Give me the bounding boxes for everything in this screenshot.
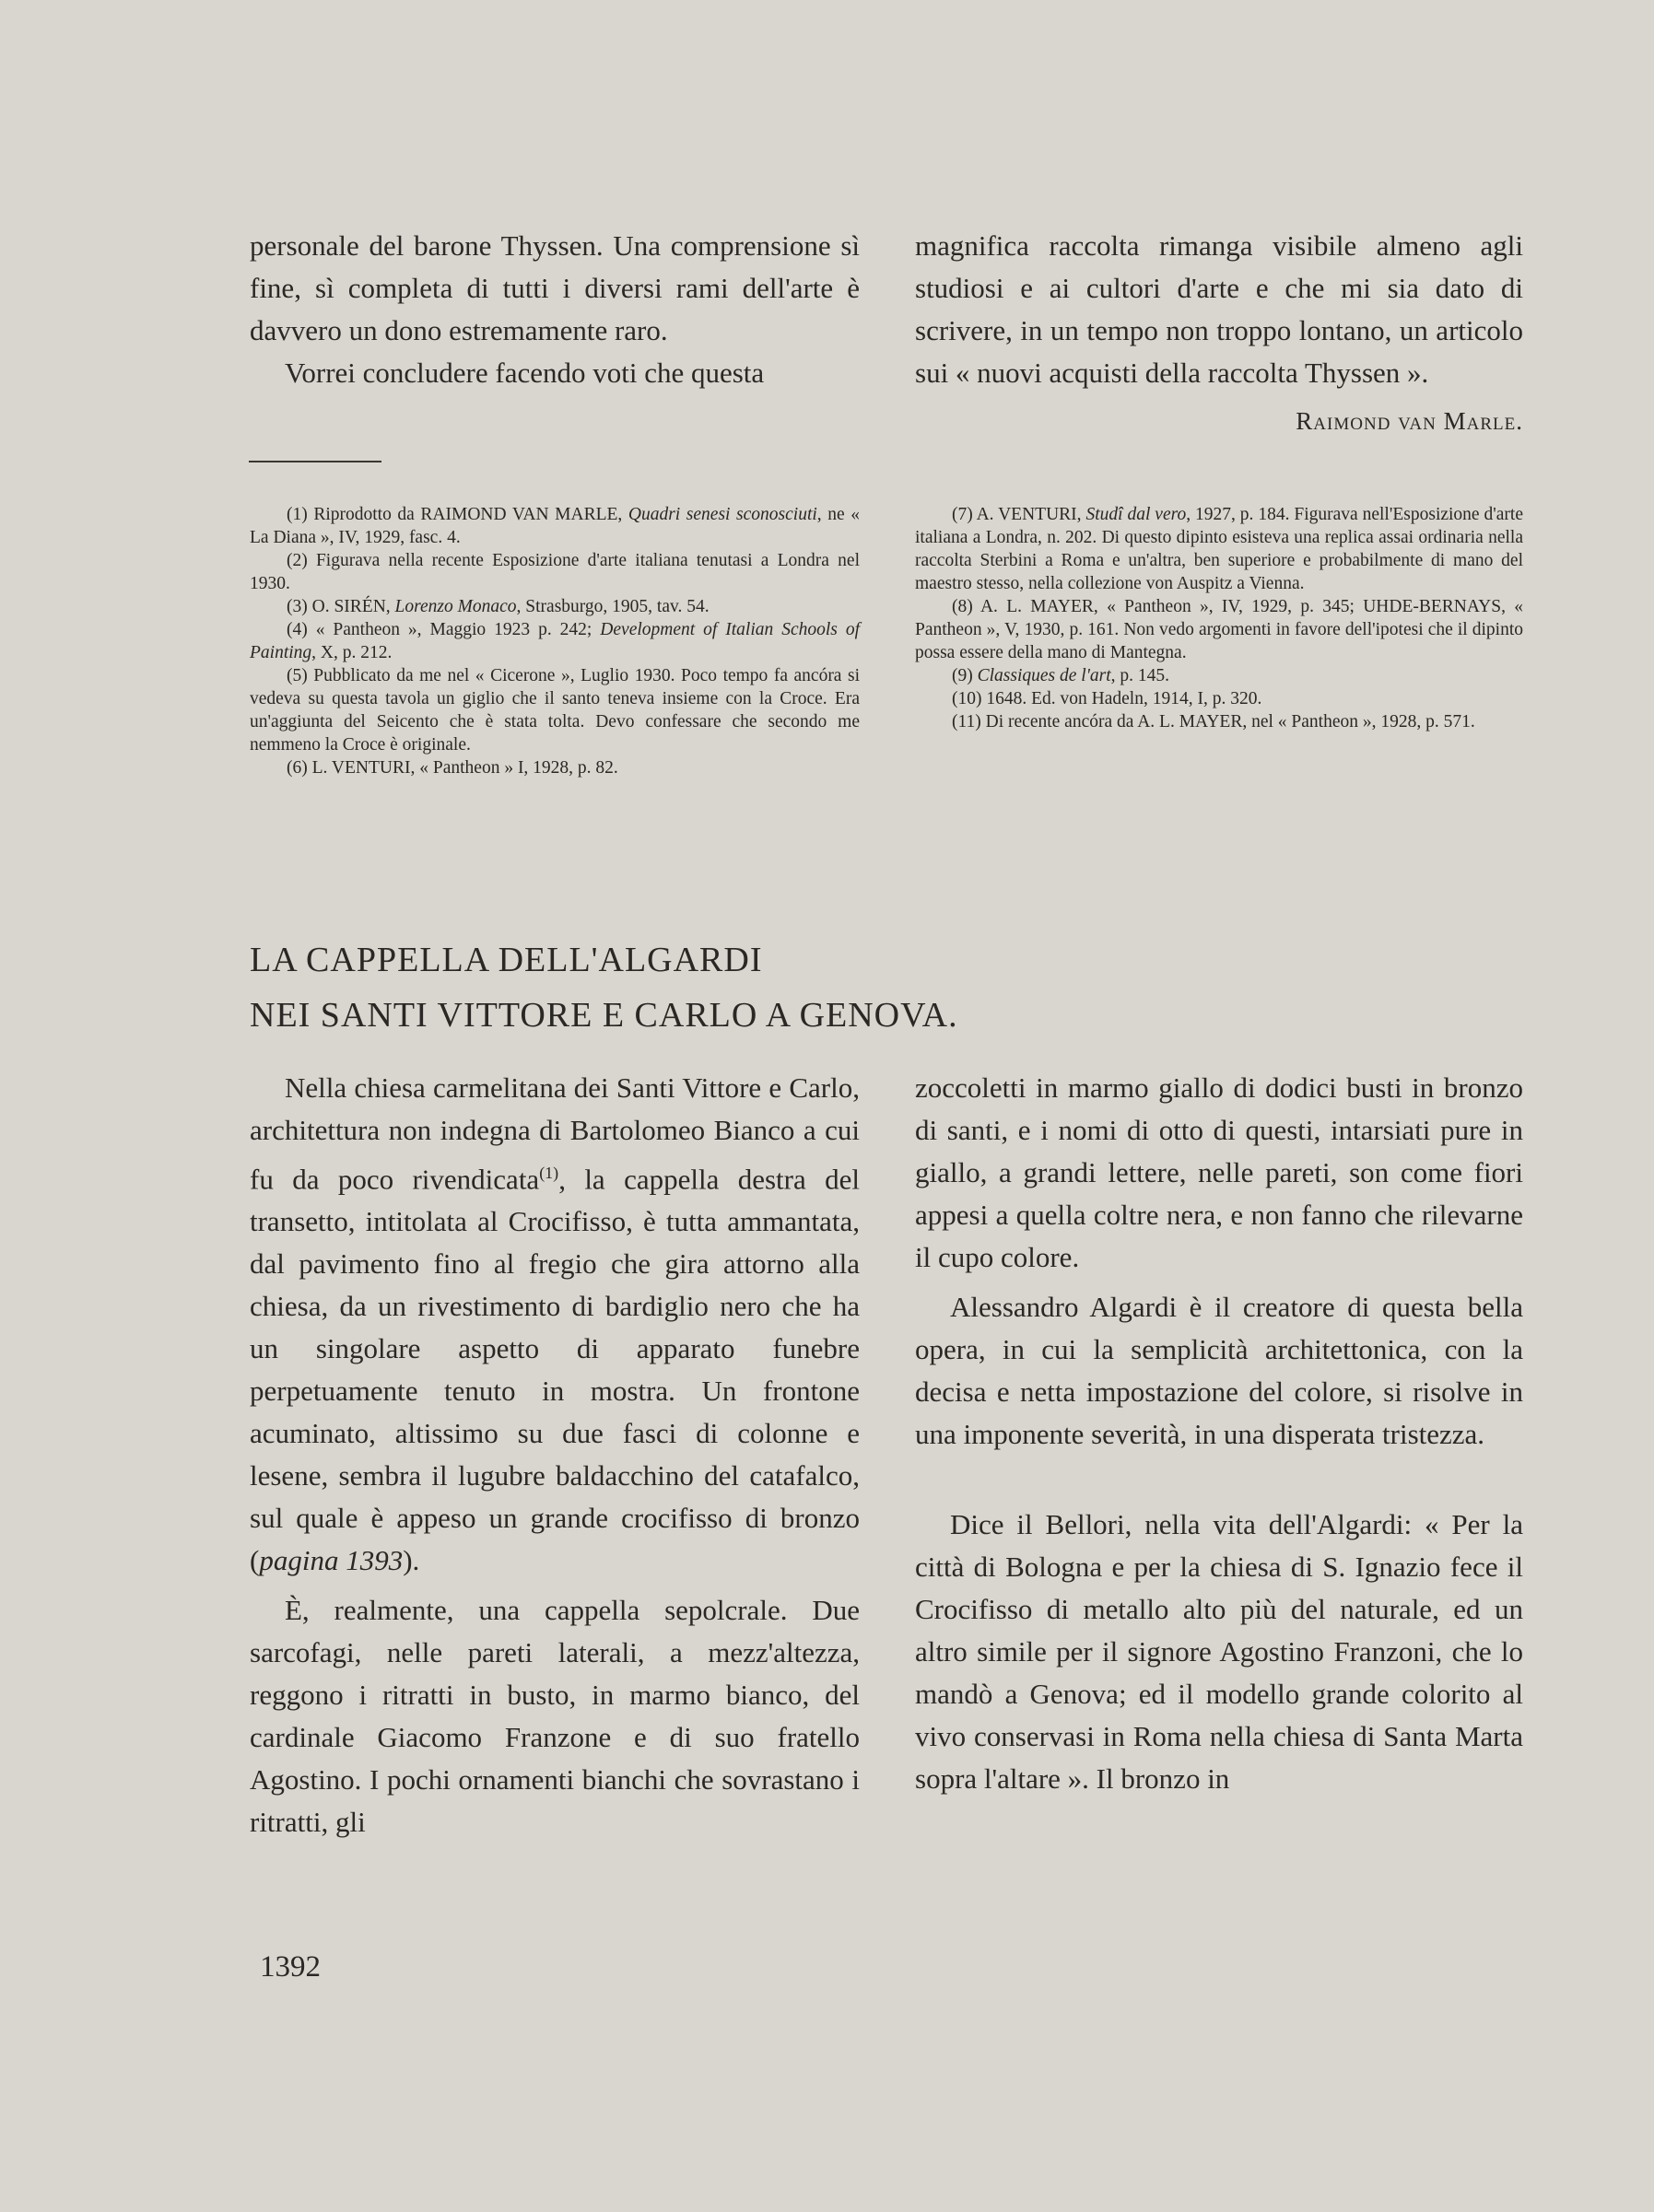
- article-paragraph: zoccoletti in marmo giallo di dodici busti in bronzo di santi, e i nomi di otto di questi, intarsiati pure in giallo, a grandi lettere, nelle pareti, son come fiori appesi a quella coltre nera, e non fanno che rilevarne il cupo colore.: [915, 1071, 1523, 1273]
- footnote: (9) Classiques de l'art, p. 145.: [952, 666, 1170, 685]
- footnote: (7) A. VENTURI, Studî dal vero, 1927, p. 184. Figurava nell'Esposizione d'arte italiana a Londra, n. 202. Di questo dipinto esisteva una replica assai ordinaria nella raccolta Sterbini a Roma e un'altra, ben superiore e probabilmente di mano del maestro stesso, nella collezione von Auspitz a Vienna.: [915, 505, 1523, 593]
- footnotes-right: [915, 503, 1523, 733]
- footnote: (2) Figurava nella recente Esposizione d'arte italiana tenutasi a Londra nel 1930.: [250, 551, 860, 593]
- article-paragraph: Nella chiesa carmelitana dei Santi Vittore e Carlo, architettura non indegna di Bartolomeo Bianco a cui fu da poco rivendicata$^{(1)}$, la cappella destra del transetto, intitolata al Crocifisso, è tutta ammantata, dal pavimento fino al fregio che gira attorno alla chiesa, da un rivestimento di bardiglio nero che ha un singolare aspetto di apparato funebre perpetuamente tenuto in mostra. Un frontone acuminato, altissimo su due fasci di colonne e lesene, sembra il lugubre baldacchino del catafalco, sul quale è appeso un grande crocifisso di bronzo (pagina 1393).: [250, 1071, 860, 1577]
- footnote: (6) L. VENTURI, « Pantheon » I, 1928, p. 82.: [287, 758, 618, 778]
- footnote-divider: [249, 461, 381, 462]
- article-left-column: [250, 1067, 860, 1843]
- top-right-paragraph: magnifica raccolta rimanga visibile almeno agli studiosi e ai cultori d'arte e che mi sia dato di scrivere, in un tempo non troppo lontano, un articolo sui « nuovi acquisti della raccolta Thyssen ».: [915, 229, 1523, 389]
- article-paragraph: Dice il Bellori, nella vita dell'Algardi: « Per la città di Bologna e per la chiesa di S. Ignazio fece il Crocifisso di metallo alto più del naturale, ed un altro simile per il signore Agostino Franzoni, che lo mandò a Genova; ed il modello grande colorito al vivo conservasi in Roma nella chiesa di Santa Marta sopra l'altare ». Il bronzo in: [915, 1508, 1523, 1795]
- footnote: (10) 1648. Ed. von Hadeln, 1914, I, p. 320.: [952, 689, 1262, 708]
- top-left-column: [250, 225, 860, 394]
- article-paragraph: È, realmente, una cappella sepolcrale. Due sarcofagi, nelle pareti laterali, a mezz'altezza, reggono i ritratti in busto, in marmo bianco, del cardinale Giacomo Franzone e di suo fratello Agostino. I pochi ornamenti bianchi che sovrastano i ritratti, gli: [250, 1594, 860, 1839]
- page-number: 1392: [260, 1950, 321, 1984]
- top-right-column: [915, 225, 1523, 442]
- footnote: (8) A. L. MAYER, « Pantheon », IV, 1929, p. 345; UHDE-BERNAYS, « Pantheon », V, 1930, p. 161. Non vedo argomenti in favore dell'ipotesi che il dipinto possa essere della mano di Mantegna.: [915, 597, 1523, 662]
- article-heading: [250, 932, 958, 1043]
- author-signature: Raimond van Marle.: [1296, 407, 1523, 435]
- heading-line-2: NEI SANTI VITTORE E CARLO A GENOVA.: [250, 996, 958, 1035]
- article-paragraph: Alessandro Algardi è il creatore di questa bella opera, in cui la semplicità architettonica, con la decisa e netta impostazione del colore, si risolve in una imponente severità, in una disperata tristezza.: [915, 1291, 1523, 1450]
- top-left-paragraph-2: Vorrei concludere facendo voti che questa: [285, 357, 765, 389]
- footnote: (5) Pubblicato da me nel « Cicerone », Luglio 1930. Poco tempo fa ancóra si vedeva su questa tavola un giglio che il santo teneva insieme con la Croce. Era un'aggiunta del Seicento che è stata tolta. Devo confessare che secondo me nemmeno la Croce è originale.: [250, 666, 860, 755]
- article-right-column: [915, 1067, 1523, 1800]
- footnote: (3) O. SIRÉN, Lorenzo Monaco, Strasburgo, 1905, tav. 54.: [287, 597, 710, 616]
- footnote: (4) « Pantheon », Maggio 1923 p. 242; Development of Italian Schools of Painting, X, p. 212.: [250, 620, 860, 662]
- footnotes-left: [250, 503, 860, 779]
- footnote: (11) Di recente ancóra da A. L. MAYER, nel « Pantheon », 1928, p. 571.: [952, 712, 1475, 731]
- top-left-paragraph: personale del barone Thyssen. Una comprensione sì fine, sì completa di tutti i diversi rami dell'arte è davvero un dono estremamente raro.: [250, 229, 860, 346]
- heading-line-1: LA CAPPELLA DELL'ALGARDI: [250, 941, 763, 979]
- footnote: (1) Riprodotto da RAIMOND VAN MARLE, Quadri senesi sconosciuti, ne « La Diana », IV, 1929, fasc. 4.: [250, 505, 861, 547]
